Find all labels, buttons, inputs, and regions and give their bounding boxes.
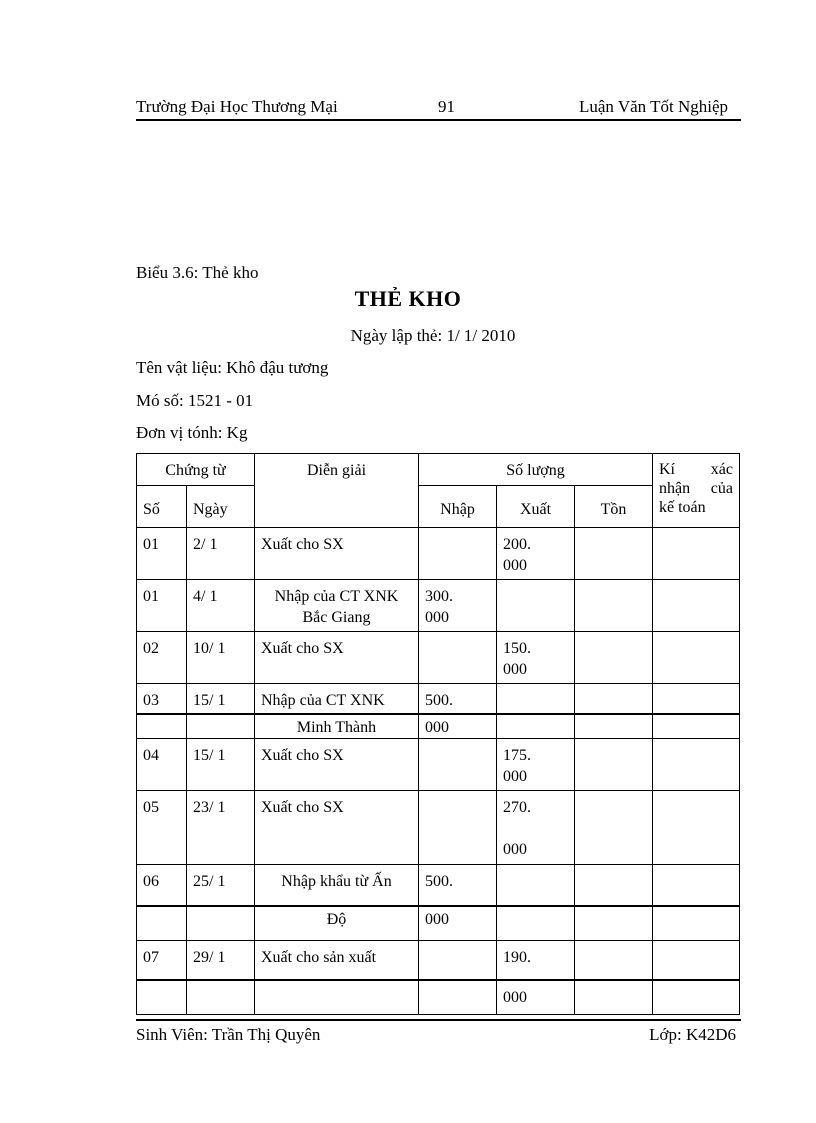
row-date: 15/ 1	[187, 738, 255, 790]
row-balance	[575, 906, 653, 940]
row-in	[419, 940, 497, 980]
table-row	[137, 738, 740, 790]
row-in	[419, 790, 497, 864]
row-no	[137, 906, 187, 940]
row-in: 000	[419, 714, 497, 739]
row-out: 200. 000	[497, 528, 575, 580]
table-row	[137, 580, 740, 632]
material-code: Mó số: 1521 - 01	[136, 391, 254, 410]
out-header: Xuất	[497, 486, 575, 528]
row-out: 270. 000	[497, 790, 575, 864]
row-in: 300. 000	[419, 580, 497, 632]
date-line: Ngày lập thẻ: 1/ 1/ 2010	[350, 326, 516, 345]
unit-line: Đơn vị tónh: Kg	[136, 423, 248, 442]
row-no: 03	[137, 684, 187, 714]
table-row	[137, 940, 740, 980]
row-description: Nhập khẩu từ Ấn	[255, 864, 419, 906]
row-ack	[653, 580, 740, 632]
table-row	[137, 906, 740, 940]
row-ack	[653, 632, 740, 684]
row-no: 06	[137, 864, 187, 906]
table-row	[137, 714, 740, 739]
row-no	[137, 980, 187, 1014]
row-description: Xuất cho SX	[255, 738, 419, 790]
row-no: 01	[137, 580, 187, 632]
row-in: 500.	[419, 684, 497, 714]
header-page-number: 91	[438, 97, 455, 116]
row-balance	[575, 684, 653, 714]
row-description: Xuất cho SX	[255, 632, 419, 684]
row-balance	[575, 528, 653, 580]
row-balance	[575, 738, 653, 790]
row-out	[497, 714, 575, 739]
row-in	[419, 632, 497, 684]
footer-rule	[136, 1019, 741, 1021]
ack-header	[653, 454, 740, 528]
row-date: 29/ 1	[187, 940, 255, 980]
row-balance	[575, 980, 653, 1014]
stock-card-table	[136, 453, 740, 1015]
row-date: 2/ 1	[187, 528, 255, 580]
row-date: 25/ 1	[187, 864, 255, 906]
row-description: Minh Thành	[255, 714, 419, 739]
row-balance	[575, 790, 653, 864]
row-date	[187, 714, 255, 739]
row-in	[419, 528, 497, 580]
row-out	[497, 906, 575, 940]
row-description: Độ	[255, 906, 419, 940]
row-date	[187, 906, 255, 940]
table-row	[137, 980, 740, 1014]
header-thesis: Luận Văn Tốt Nghiệp	[578, 97, 728, 116]
row-out: 150. 000	[497, 632, 575, 684]
balance-header: Tồn	[575, 486, 653, 528]
row-out: 175. 000	[497, 738, 575, 790]
row-ack	[653, 906, 740, 940]
row-out	[497, 864, 575, 906]
material-name: Tên vật liệu: Khô đậu tương	[136, 358, 329, 377]
row-description: Xuất cho SX	[255, 528, 419, 580]
row-ack	[653, 714, 740, 739]
table-row	[137, 790, 740, 864]
quantity-header: Số lượng	[419, 454, 653, 486]
row-date: 15/ 1	[187, 684, 255, 714]
table-row	[137, 864, 740, 906]
no-header: Số	[137, 486, 187, 528]
ack-header-line: Kí xác	[659, 461, 733, 478]
row-no: 07	[137, 940, 187, 980]
row-balance	[575, 632, 653, 684]
table-row	[137, 684, 740, 714]
row-date	[187, 980, 255, 1014]
row-out	[497, 684, 575, 714]
row-description	[255, 980, 419, 1014]
row-description: Nhập của CT XNK	[255, 684, 419, 714]
row-date: 23/ 1	[187, 790, 255, 864]
row-ack	[653, 684, 740, 714]
table-subheader-row	[137, 486, 740, 528]
row-ack	[653, 738, 740, 790]
page-title: THẺ KHO	[354, 286, 462, 311]
row-ack	[653, 940, 740, 980]
row-date: 10/ 1	[187, 632, 255, 684]
row-no: 02	[137, 632, 187, 684]
ack-header-line: kế toán	[659, 499, 706, 516]
table-row	[137, 632, 740, 684]
in-header: Nhập	[419, 486, 497, 528]
row-description: Xuất cho SX	[255, 790, 419, 864]
row-balance	[575, 580, 653, 632]
date-header: Ngày	[187, 486, 255, 528]
row-balance	[575, 714, 653, 739]
caption: Biểu 3.6: Thẻ kho	[136, 263, 259, 282]
row-balance	[575, 940, 653, 980]
row-description: Xuất cho sản xuất	[255, 940, 419, 980]
ack-header-line: nhận của	[659, 480, 733, 497]
row-ack	[653, 864, 740, 906]
footer-class: Lớp: K42D6	[649, 1025, 736, 1044]
row-balance	[575, 864, 653, 906]
footer-student: Sinh Viên: Trần Thị Quyên	[136, 1025, 321, 1044]
table-header-row	[137, 454, 740, 486]
voucher-header: Chứng từ	[137, 454, 255, 486]
row-no: 04	[137, 738, 187, 790]
row-out: 190.	[497, 940, 575, 980]
row-out	[497, 580, 575, 632]
row-in: 000	[419, 906, 497, 940]
header-rule	[136, 119, 741, 121]
row-in	[419, 980, 497, 1014]
row-ack	[653, 790, 740, 864]
header-school: Trường Đại Học Thương Mại	[136, 97, 338, 116]
description-header: Diễn giải	[255, 454, 419, 528]
row-ack	[653, 528, 740, 580]
row-in: 500.	[419, 864, 497, 906]
row-no: 01	[137, 528, 187, 580]
row-description: Nhập của CT XNK Bắc Giang	[255, 580, 419, 632]
row-ack	[653, 980, 740, 1014]
row-out: 000	[497, 980, 575, 1014]
row-no	[137, 714, 187, 739]
row-in	[419, 738, 497, 790]
table-row	[137, 528, 740, 580]
row-no: 05	[137, 790, 187, 864]
row-date: 4/ 1	[187, 580, 255, 632]
